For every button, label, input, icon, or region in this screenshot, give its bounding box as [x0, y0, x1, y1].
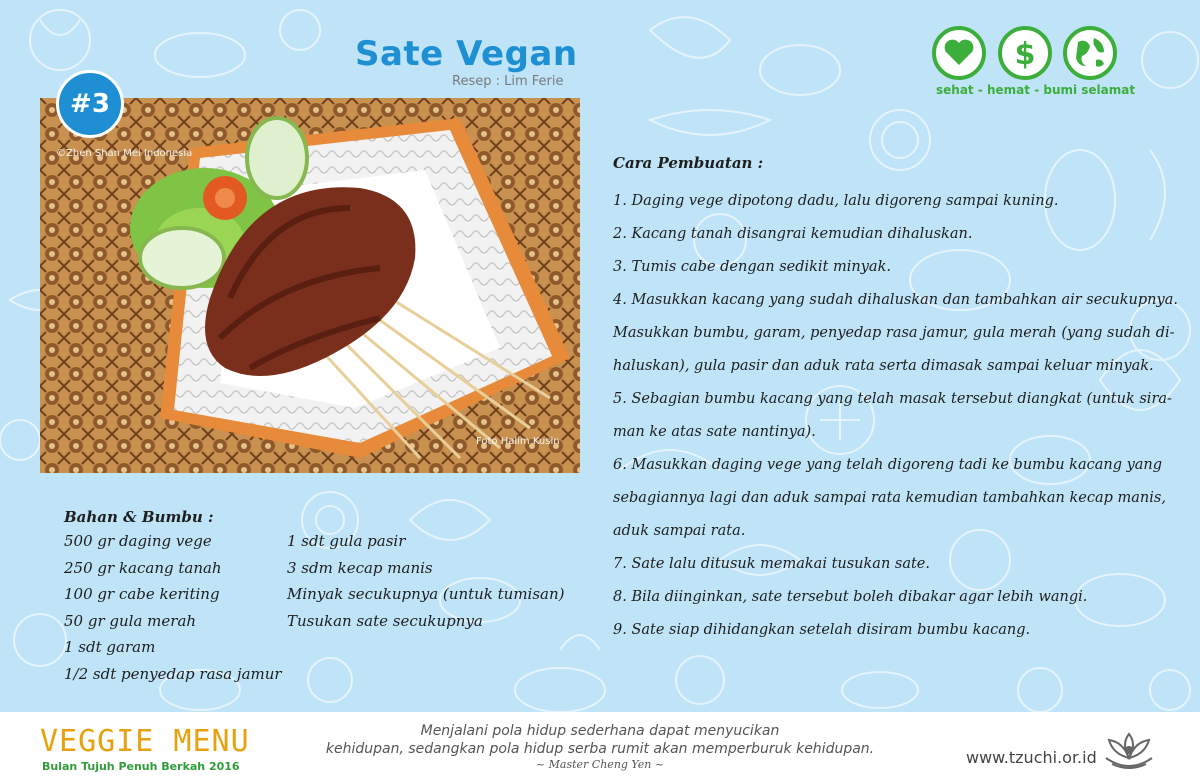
ingredients-title: Bahan & Bumbu :: [64, 508, 214, 526]
instructions-list: [613, 185, 1178, 647]
lotus-logo-icon: [1102, 728, 1156, 772]
ingredient-item: 1/2 sdt penyedap rasa jamur: [64, 664, 282, 683]
recipe-number-badge: #3: [56, 70, 124, 138]
recipe-author: Resep : Lim Ferie: [452, 74, 564, 89]
instruction-line: 5. Sebagian bumbu kacang yang telah masak tersebut diangkat (untuk sira-: [613, 391, 1172, 407]
instructions-title: Cara Pembuatan :: [613, 154, 764, 172]
photo-credit: Foto Halim Kusin: [476, 436, 560, 447]
quote: [310, 722, 890, 772]
earth-icon: [1065, 28, 1115, 78]
photo-watermark: ©Zhen Shan Mei Indonesia: [56, 148, 193, 159]
svg-text:$: $: [1014, 37, 1036, 72]
website-link[interactable]: www.tzuchi.or.id: [966, 748, 1097, 767]
veggie-menu-title: VEGGIE MENU: [40, 724, 250, 759]
footer-bar: [0, 712, 1200, 783]
quote-line: Menjalani pola hidup sederhana dapat menyucikan: [420, 723, 780, 739]
dollar-icon: [1000, 28, 1050, 78]
instruction-line: 9. Sate siap dihidangkan setelah disiram bumbu kacang.: [613, 622, 1031, 638]
instruction-line: haluskan), gula pasir dan aduk rata serta dimasak sampai keluar minyak.: [613, 358, 1154, 374]
instruction-line: 1. Daging vege dipotong dadu, lalu digoreng sampai kuning.: [613, 193, 1059, 209]
value-icons: [930, 24, 1130, 82]
ingredient-item: Minyak secukupnya (untuk tumisan): [287, 585, 565, 603]
ingredients-column-1: [64, 528, 282, 687]
ingredient-item: 500 gr daging vege: [64, 532, 212, 550]
tagline: sehat - hemat - bumi selamat: [936, 83, 1136, 97]
instruction-line: aduk sampai rata.: [613, 523, 746, 539]
quote-line: kehidupan, sedangkan pola hidup serba rumit akan memperburuk kehidupan.: [325, 741, 875, 757]
veggie-menu-subtitle: Bulan Tujuh Penuh Berkah 2016: [42, 760, 240, 773]
ingredient-item: 1 sdt gula pasir: [287, 532, 406, 550]
ingredient-item: 50 gr gula merah: [64, 611, 197, 630]
heart-icon: [934, 28, 984, 78]
instruction-line: man ke atas sate nantinya).: [613, 424, 816, 440]
ingredient-item: 100 gr cabe keriting: [64, 585, 220, 603]
ingredient-item: 1 sdt garam: [64, 638, 156, 656]
instruction-line: 8. Bila diinginkan, sate tersebut boleh dibakar agar lebih wangi.: [613, 589, 1088, 605]
instruction-line: 4. Masukkan kacang yang sudah dihaluskan dan tambahkan air secukupnya.: [613, 292, 1178, 308]
quote-author: ~ Master Cheng Yen ~: [535, 758, 665, 771]
instruction-line: sebagiannya lagi dan aduk sampai rata kemudian tambahkan kecap manis,: [613, 490, 1166, 506]
recipe-title: Sate Vegan: [355, 34, 578, 74]
instruction-line: Masukkan bumbu, garam, penyedap rasa jamur, gula merah (yang sudah di-: [613, 325, 1175, 341]
instruction-line: 3. Tumis cabe dengan sedikit minyak.: [613, 259, 891, 275]
ingredient-item: 250 gr kacang tanah: [64, 558, 222, 577]
ingredient-item: Tusukan sate secukupnya: [287, 611, 483, 630]
ingredients-column-2: [287, 528, 565, 634]
instruction-line: 2. Kacang tanah disangrai kemudian dihaluskan.: [613, 226, 973, 242]
instruction-line: 6. Masukkan daging vege yang telah digoreng tadi ke bumbu kacang yang: [613, 457, 1163, 473]
ingredient-item: 3 sdm kecap manis: [287, 558, 433, 577]
instruction-line: 7. Sate lalu ditusuk memakai tusukan sate.: [613, 556, 930, 572]
